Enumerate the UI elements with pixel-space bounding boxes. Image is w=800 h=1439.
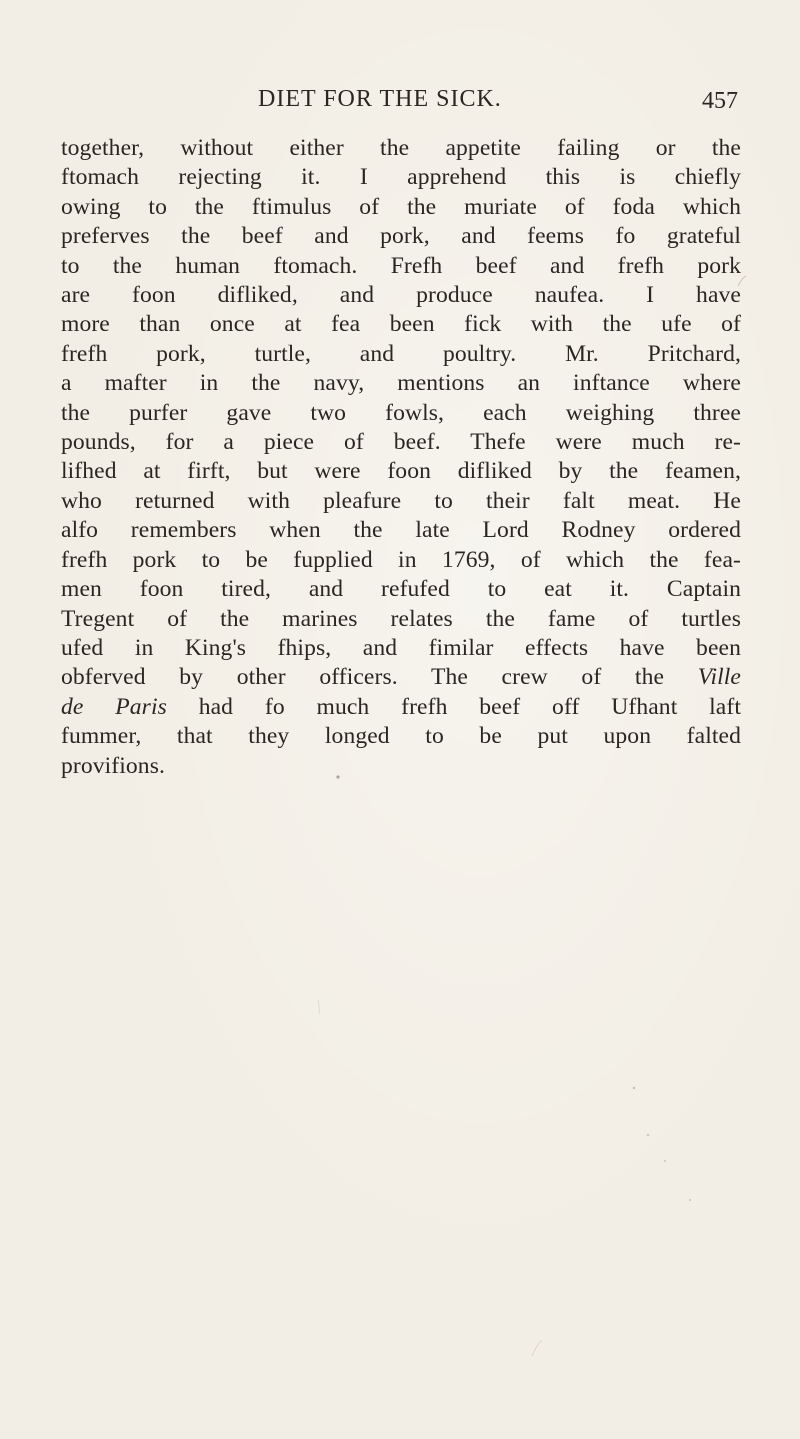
text-line: provifions. xyxy=(61,752,165,779)
text-line: frefh pork, turtle, and poultry. Mr. Pritchard, xyxy=(61,340,741,367)
text-line: Tregent of the marines relates the fame of turtles xyxy=(61,605,741,632)
text-line: men foon tired, and refufed to eat it. Captain xyxy=(61,576,741,603)
text-line: fummer, that they longed to be put upon falted xyxy=(61,723,741,750)
text-line: together, without either the appetite failing or the xyxy=(61,135,741,161)
text-line: are foon difliked, and produce naufea. I have xyxy=(61,282,741,309)
text-line: owing to the ftimulus of the muriate of foda which xyxy=(61,193,741,220)
text-segment: had fo much frefh beef off Ufhant laft xyxy=(198,693,741,720)
running-title: DIET FOR THE SICK. xyxy=(258,86,502,112)
text-line: lifhed at firft, but were foon difliked by the feamen, xyxy=(61,458,741,485)
text-line: pounds, for a piece of beef. Thefe were much re- xyxy=(61,429,741,456)
text-line: ftomach rejecting it. I apprehend this is chiefly xyxy=(61,164,741,191)
text-line: the purfer gave two fowls, each weighing three xyxy=(61,399,741,426)
text-line: frefh pork to be fupplied in 1769, of which the fea- xyxy=(61,546,741,573)
ship-name-italic: de Paris xyxy=(61,693,167,720)
page-number: 457 xyxy=(702,88,738,114)
ship-name-italic: Ville xyxy=(697,664,741,691)
text-line: who returned with pleafure to their falt meat. He xyxy=(61,487,741,514)
text-line: to the human ftomach. Frefh beef and frefh pork xyxy=(61,252,741,279)
text-line: more than once at fea been fick with the ufe of xyxy=(61,311,741,338)
text-segment: obferved by other officers. The crew of the xyxy=(61,664,665,691)
text-line: alfo remembers when the late Lord Rodney ordered xyxy=(61,517,741,544)
text-line: a mafter in the navy, mentions an inftance where xyxy=(61,370,741,397)
text-line: preferves the beef and pork, and feems fo grateful xyxy=(61,223,741,250)
text-line: ufed in King's fhips, and fimilar effects have been xyxy=(61,634,741,661)
